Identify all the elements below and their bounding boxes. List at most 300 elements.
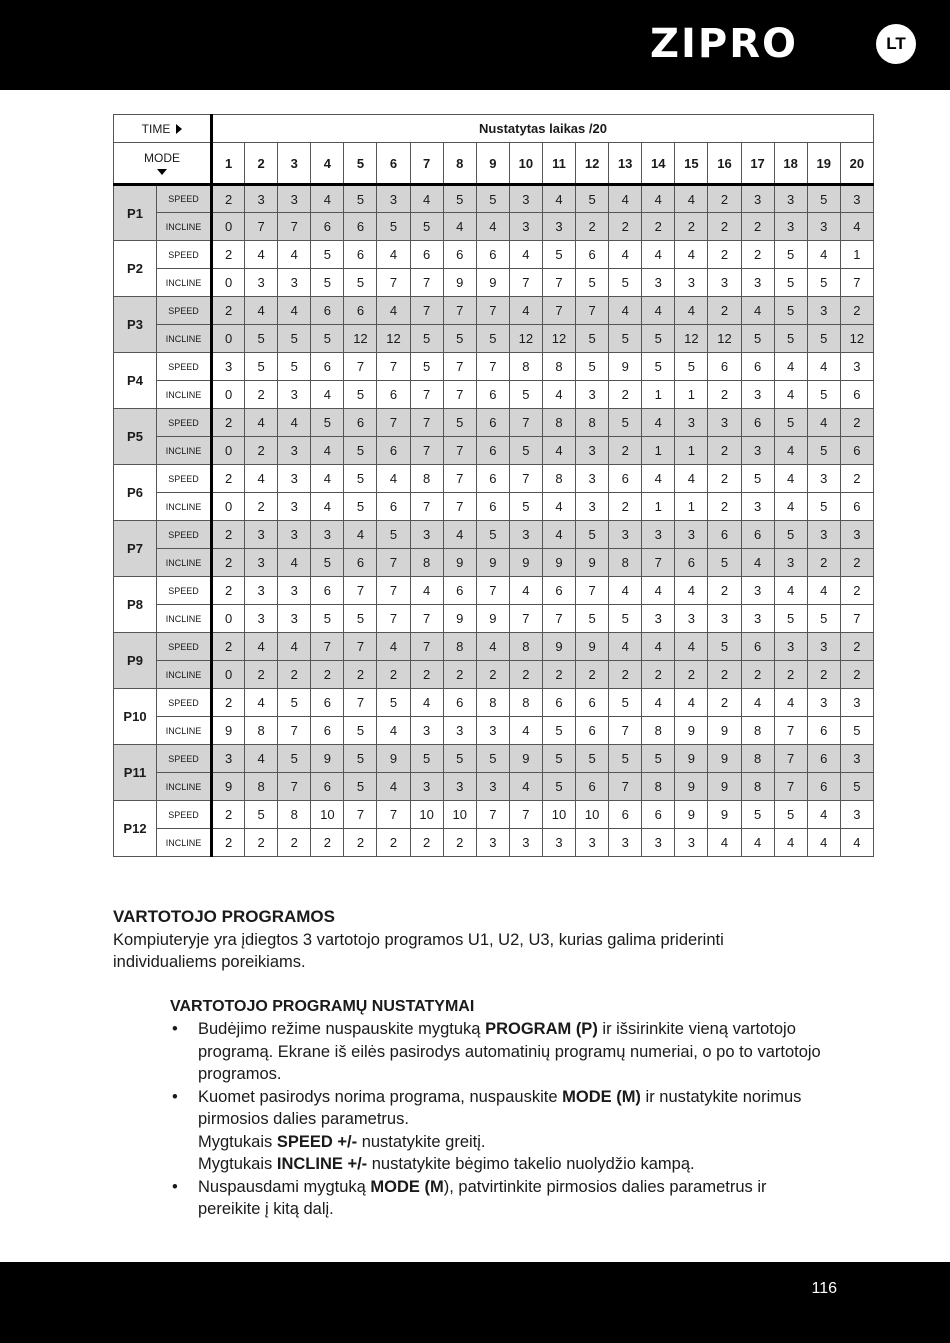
incline-cell: 1 — [642, 381, 675, 409]
speed-cell: 5 — [741, 465, 774, 493]
speed-cell: 3 — [741, 185, 774, 213]
incline-cell: 3 — [509, 829, 542, 857]
speed-cell: 3 — [708, 409, 741, 437]
speed-cell: 4 — [774, 577, 807, 605]
incline-cell: 3 — [807, 213, 840, 241]
incline-cell: 6 — [807, 717, 840, 745]
incline-cell: 3 — [410, 717, 443, 745]
speed-cell: 9 — [542, 633, 575, 661]
incline-cell: 2 — [576, 661, 609, 689]
incline-cell: 7 — [774, 773, 807, 801]
speed-cell: 6 — [311, 353, 344, 381]
program-name: P8 — [114, 577, 157, 633]
incline-cell: 5 — [807, 605, 840, 633]
incline-cell: 5 — [807, 325, 840, 353]
incline-cell: 5 — [410, 325, 443, 353]
program-name: P4 — [114, 353, 157, 409]
program-name: P11 — [114, 745, 157, 801]
program-name: P10 — [114, 689, 157, 745]
incline-label: INCLINE — [157, 717, 212, 745]
incline-cell: 7 — [278, 213, 311, 241]
speed-cell: 6 — [609, 801, 642, 829]
speed-cell: 4 — [609, 241, 642, 269]
speed-cell: 5 — [344, 185, 377, 213]
incline-cell: 3 — [278, 493, 311, 521]
speed-cell: 6 — [476, 465, 509, 493]
incline-cell: 6 — [675, 549, 708, 577]
incline-cell: 1 — [675, 437, 708, 465]
speed-cell: 7 — [576, 577, 609, 605]
incline-cell: 5 — [278, 325, 311, 353]
speed-cell: 4 — [609, 185, 642, 213]
speed-cell: 7 — [410, 633, 443, 661]
bullet-icon: • — [172, 1087, 178, 1106]
incline-cell: 7 — [410, 437, 443, 465]
incline-cell: 2 — [377, 661, 410, 689]
speed-cell: 5 — [245, 353, 278, 381]
speed-cell: 5 — [807, 185, 840, 213]
incline-cell: 2 — [245, 829, 278, 857]
speed-cell: 3 — [576, 465, 609, 493]
incline-cell: 2 — [278, 829, 311, 857]
speed-cell: 4 — [344, 521, 377, 549]
incline-cell: 4 — [311, 381, 344, 409]
column-header: 2 — [245, 143, 278, 185]
speed-cell: 4 — [675, 241, 708, 269]
column-header: 8 — [443, 143, 476, 185]
incline-cell: 5 — [576, 325, 609, 353]
incline-cell: 3 — [542, 829, 575, 857]
incline-cell: 0 — [212, 661, 245, 689]
incline-cell: 5 — [609, 605, 642, 633]
speed-label: SPEED — [157, 577, 212, 605]
incline-cell: 5 — [774, 269, 807, 297]
speed-cell: 6 — [741, 521, 774, 549]
speed-cell: 6 — [344, 297, 377, 325]
table-row — [114, 185, 874, 213]
speed-cell: 5 — [741, 801, 774, 829]
incline-cell: 9 — [675, 717, 708, 745]
incline-cell: 6 — [840, 437, 873, 465]
incline-cell: 5 — [344, 437, 377, 465]
speed-cell: 3 — [807, 689, 840, 717]
list-item: • Budėjimo režime nuspauskite mygtuką PROGRAM (P) ir išsirinkite vieną vartotojo programą. Ekrane iš eilės pasirodys automatinių programų numeriai, o po to vartotojo programos. — [172, 1020, 821, 1083]
speed-cell: 2 — [212, 521, 245, 549]
speed-cell: 4 — [675, 297, 708, 325]
speed-cell: 8 — [476, 689, 509, 717]
incline-label: INCLINE — [157, 269, 212, 297]
speed-cell: 4 — [807, 409, 840, 437]
incline-cell: 8 — [410, 549, 443, 577]
incline-cell: 2 — [609, 437, 642, 465]
speed-cell: 4 — [245, 297, 278, 325]
incline-cell: 5 — [509, 437, 542, 465]
incline-cell: 2 — [609, 213, 642, 241]
speed-cell: 2 — [840, 409, 873, 437]
column-header: 7 — [410, 143, 443, 185]
speed-cell: 3 — [774, 185, 807, 213]
incline-cell: 7 — [377, 549, 410, 577]
table-row — [114, 325, 874, 353]
incline-cell: 3 — [741, 493, 774, 521]
incline-cell: 2 — [675, 661, 708, 689]
incline-cell: 3 — [675, 605, 708, 633]
column-header: 4 — [311, 143, 344, 185]
speed-cell: 5 — [443, 185, 476, 213]
speed-cell: 5 — [576, 353, 609, 381]
incline-cell: 2 — [311, 829, 344, 857]
speed-cell: 6 — [642, 801, 675, 829]
speed-cell: 9 — [576, 633, 609, 661]
incline-cell: 4 — [774, 437, 807, 465]
incline-label: INCLINE — [157, 661, 212, 689]
incline-cell: 7 — [542, 269, 575, 297]
speed-cell: 7 — [476, 297, 509, 325]
speed-cell: 2 — [212, 409, 245, 437]
speed-cell: 3 — [774, 633, 807, 661]
incline-cell: 5 — [609, 325, 642, 353]
incline-cell: 4 — [377, 773, 410, 801]
speed-cell: 5 — [609, 745, 642, 773]
speed-cell: 7 — [476, 353, 509, 381]
incline-cell: 3 — [245, 269, 278, 297]
incline-cell: 4 — [311, 493, 344, 521]
speed-cell: 7 — [344, 689, 377, 717]
speed-cell: 6 — [609, 465, 642, 493]
table-row — [114, 437, 874, 465]
incline-cell: 4 — [443, 213, 476, 241]
incline-cell: 5 — [807, 269, 840, 297]
incline-cell: 4 — [377, 717, 410, 745]
speed-cell: 4 — [377, 465, 410, 493]
table-row — [114, 633, 874, 661]
incline-cell: 5 — [509, 381, 542, 409]
incline-cell: 7 — [410, 493, 443, 521]
incline-cell: 5 — [344, 269, 377, 297]
speed-cell: 6 — [576, 241, 609, 269]
speed-cell: 4 — [675, 633, 708, 661]
incline-cell: 4 — [542, 493, 575, 521]
incline-cell: 7 — [278, 773, 311, 801]
incline-cell: 3 — [675, 829, 708, 857]
speed-cell: 3 — [840, 185, 873, 213]
speed-cell: 4 — [311, 185, 344, 213]
incline-cell: 2 — [609, 493, 642, 521]
speed-cell: 6 — [708, 521, 741, 549]
incline-cell: 3 — [708, 269, 741, 297]
speed-cell: 4 — [609, 297, 642, 325]
incline-cell: 2 — [807, 549, 840, 577]
incline-cell: 7 — [278, 717, 311, 745]
page-number: 116 — [811, 1280, 837, 1297]
incline-cell: 9 — [443, 549, 476, 577]
speed-cell: 7 — [476, 577, 509, 605]
speed-cell: 2 — [212, 297, 245, 325]
incline-cell: 9 — [476, 549, 509, 577]
table-row — [114, 689, 874, 717]
incline-cell: 5 — [840, 773, 873, 801]
speed-cell: 2 — [708, 297, 741, 325]
column-header: 18 — [774, 143, 807, 185]
speed-cell: 4 — [245, 689, 278, 717]
speed-cell: 9 — [675, 745, 708, 773]
incline-cell: 5 — [311, 549, 344, 577]
speed-cell: 9 — [609, 353, 642, 381]
speed-cell: 5 — [410, 353, 443, 381]
incline-cell: 4 — [741, 549, 774, 577]
program-name: P7 — [114, 521, 157, 577]
speed-cell: 4 — [410, 185, 443, 213]
speed-cell: 4 — [278, 241, 311, 269]
incline-cell: 12 — [377, 325, 410, 353]
section-title: VARTOTOJO PROGRAMOS — [113, 907, 335, 926]
speed-label: SPEED — [157, 409, 212, 437]
list-item: • Kuomet pasirodys norima programa, nuspauskite MODE (M) ir nustatykite norimus pirmosios dalies parametrus. Mygtukais SPEED +/- nustatykite greitį. Mygtukais INCLINE +/- nustatykite bėgimo takelio nuolydžio kampą. — [172, 1087, 802, 1173]
speed-cell: 8 — [509, 633, 542, 661]
speed-cell: 7 — [311, 633, 344, 661]
incline-cell: 3 — [774, 213, 807, 241]
incline-cell: 5 — [344, 605, 377, 633]
incline-cell: 3 — [741, 437, 774, 465]
speed-cell: 8 — [509, 689, 542, 717]
incline-cell: 5 — [840, 717, 873, 745]
table-row — [114, 353, 874, 381]
speed-cell: 5 — [344, 745, 377, 773]
incline-cell: 8 — [245, 773, 278, 801]
incline-label: INCLINE — [157, 773, 212, 801]
incline-cell: 9 — [476, 605, 509, 633]
incline-cell: 3 — [476, 829, 509, 857]
instruction-list — [170, 1018, 853, 1221]
incline-cell: 6 — [311, 717, 344, 745]
speed-cell: 5 — [377, 521, 410, 549]
incline-cell: 2 — [212, 549, 245, 577]
speed-cell: 4 — [675, 577, 708, 605]
speed-cell: 3 — [840, 689, 873, 717]
speed-cell: 3 — [212, 745, 245, 773]
incline-label: INCLINE — [157, 549, 212, 577]
speed-cell: 10 — [443, 801, 476, 829]
incline-cell: 2 — [708, 493, 741, 521]
speed-cell: 8 — [443, 633, 476, 661]
speed-cell: 9 — [708, 801, 741, 829]
speed-cell: 4 — [410, 689, 443, 717]
speed-cell: 7 — [344, 633, 377, 661]
incline-cell: 3 — [642, 829, 675, 857]
incline-cell: 5 — [542, 773, 575, 801]
incline-cell: 2 — [708, 381, 741, 409]
incline-cell: 7 — [542, 605, 575, 633]
incline-cell: 12 — [708, 325, 741, 353]
speed-label: SPEED — [157, 185, 212, 213]
speed-cell: 5 — [642, 353, 675, 381]
speed-cell: 4 — [774, 353, 807, 381]
incline-cell: 7 — [443, 437, 476, 465]
speed-label: SPEED — [157, 521, 212, 549]
speed-cell: 6 — [476, 409, 509, 437]
incline-cell: 4 — [840, 829, 873, 857]
speed-cell: 5 — [476, 745, 509, 773]
incline-cell: 5 — [708, 549, 741, 577]
speed-cell: 6 — [311, 297, 344, 325]
table-row — [114, 269, 874, 297]
speed-cell: 7 — [344, 577, 377, 605]
incline-cell: 7 — [609, 717, 642, 745]
speed-cell: 5 — [774, 801, 807, 829]
speed-cell: 5 — [443, 745, 476, 773]
speed-cell: 5 — [774, 241, 807, 269]
speed-cell: 4 — [245, 633, 278, 661]
column-header: 5 — [344, 143, 377, 185]
incline-cell: 3 — [443, 717, 476, 745]
incline-cell: 9 — [509, 549, 542, 577]
speed-cell: 4 — [642, 241, 675, 269]
speed-cell: 2 — [212, 465, 245, 493]
speed-cell: 5 — [708, 633, 741, 661]
speed-label: SPEED — [157, 241, 212, 269]
speed-cell: 5 — [377, 689, 410, 717]
incline-cell: 5 — [807, 437, 840, 465]
table-row — [114, 829, 874, 857]
speed-cell: 4 — [245, 745, 278, 773]
speed-cell: 7 — [443, 353, 476, 381]
speed-cell: 7 — [443, 297, 476, 325]
incline-cell: 8 — [245, 717, 278, 745]
speed-cell: 7 — [443, 465, 476, 493]
speed-cell: 4 — [675, 689, 708, 717]
incline-cell: 5 — [245, 325, 278, 353]
program-name: P2 — [114, 241, 157, 297]
speed-cell: 6 — [410, 241, 443, 269]
speed-cell: 7 — [410, 297, 443, 325]
incline-cell: 12 — [675, 325, 708, 353]
speed-label: SPEED — [157, 801, 212, 829]
speed-cell: 3 — [840, 745, 873, 773]
speed-cell: 3 — [278, 465, 311, 493]
incline-cell: 3 — [576, 829, 609, 857]
speed-cell: 4 — [642, 409, 675, 437]
speed-cell: 4 — [642, 633, 675, 661]
speed-cell: 9 — [311, 745, 344, 773]
incline-cell: 5 — [344, 381, 377, 409]
speed-cell: 2 — [708, 241, 741, 269]
incline-cell: 7 — [774, 717, 807, 745]
incline-cell: 9 — [708, 773, 741, 801]
incline-cell: 6 — [576, 773, 609, 801]
speed-cell: 2 — [212, 689, 245, 717]
incline-cell: 6 — [476, 381, 509, 409]
incline-cell: 3 — [443, 773, 476, 801]
speed-cell: 3 — [642, 521, 675, 549]
incline-cell: 12 — [509, 325, 542, 353]
incline-cell: 5 — [410, 213, 443, 241]
speed-cell: 10 — [410, 801, 443, 829]
incline-cell: 0 — [212, 325, 245, 353]
triangle-right-icon — [176, 124, 182, 134]
incline-cell: 2 — [212, 829, 245, 857]
incline-cell: 3 — [476, 773, 509, 801]
speed-cell: 4 — [377, 633, 410, 661]
incline-cell: 4 — [708, 829, 741, 857]
speed-label: SPEED — [157, 689, 212, 717]
speed-cell: 5 — [278, 745, 311, 773]
speed-cell: 8 — [509, 353, 542, 381]
incline-cell: 8 — [642, 773, 675, 801]
incline-cell: 9 — [576, 549, 609, 577]
triangle-down-icon — [157, 169, 167, 175]
speed-cell: 5 — [576, 745, 609, 773]
incline-cell: 3 — [576, 381, 609, 409]
speed-cell: 5 — [278, 689, 311, 717]
speed-cell: 3 — [212, 353, 245, 381]
speed-cell: 3 — [278, 577, 311, 605]
speed-cell: 5 — [774, 297, 807, 325]
incline-cell: 2 — [675, 213, 708, 241]
column-header: 11 — [542, 143, 575, 185]
speed-cell: 3 — [807, 633, 840, 661]
speed-cell: 7 — [476, 801, 509, 829]
incline-cell: 3 — [741, 269, 774, 297]
incline-cell: 1 — [675, 381, 708, 409]
speed-cell: 5 — [410, 745, 443, 773]
speed-cell: 5 — [476, 185, 509, 213]
speed-cell: 6 — [708, 353, 741, 381]
speed-cell: 5 — [311, 241, 344, 269]
incline-cell: 2 — [476, 661, 509, 689]
speed-cell: 4 — [377, 297, 410, 325]
speed-cell: 6 — [576, 689, 609, 717]
incline-cell: 9 — [212, 717, 245, 745]
incline-cell: 2 — [609, 661, 642, 689]
speed-cell: 4 — [741, 689, 774, 717]
column-header: 15 — [675, 143, 708, 185]
column-header: 6 — [377, 143, 410, 185]
incline-cell: 3 — [741, 605, 774, 633]
speed-cell: 6 — [741, 633, 774, 661]
incline-cell: 7 — [840, 605, 873, 633]
incline-cell: 7 — [410, 381, 443, 409]
incline-cell: 3 — [642, 269, 675, 297]
incline-cell: 4 — [509, 773, 542, 801]
speed-cell: 2 — [212, 801, 245, 829]
incline-cell: 3 — [675, 269, 708, 297]
incline-cell: 2 — [377, 829, 410, 857]
speed-cell: 6 — [443, 689, 476, 717]
bullet-icon: • — [172, 1177, 178, 1196]
speed-cell: 5 — [609, 409, 642, 437]
incline-cell: 4 — [509, 717, 542, 745]
incline-cell: 4 — [278, 549, 311, 577]
speed-cell: 4 — [410, 577, 443, 605]
incline-cell: 7 — [377, 605, 410, 633]
incline-cell: 2 — [410, 661, 443, 689]
column-header: 19 — [807, 143, 840, 185]
incline-cell: 2 — [344, 829, 377, 857]
speed-cell: 4 — [642, 689, 675, 717]
table-row — [114, 717, 874, 745]
incline-label: INCLINE — [157, 605, 212, 633]
program-name: P5 — [114, 409, 157, 465]
incline-cell: 5 — [576, 605, 609, 633]
incline-cell: 7 — [245, 213, 278, 241]
program-name: P6 — [114, 465, 157, 521]
speed-cell: 4 — [675, 465, 708, 493]
incline-cell: 4 — [840, 213, 873, 241]
incline-cell: 12 — [542, 325, 575, 353]
incline-cell: 2 — [741, 213, 774, 241]
table-row — [114, 661, 874, 689]
column-header: 17 — [741, 143, 774, 185]
